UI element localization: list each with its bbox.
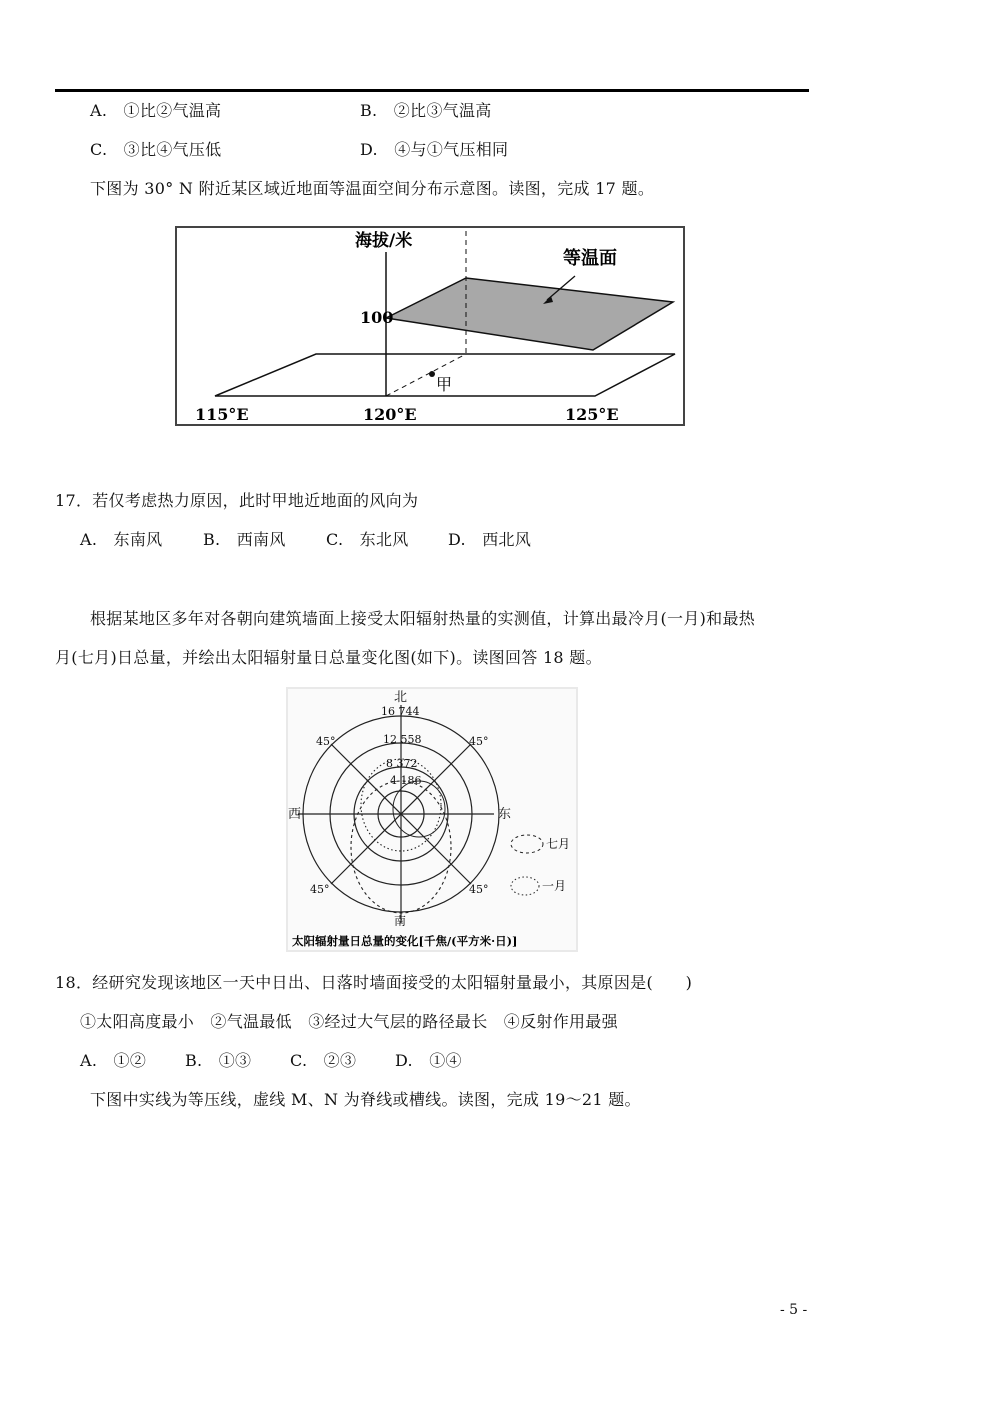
- q16-option-d: D. ④与①气压相同: [360, 140, 509, 159]
- lon-115-label: 115°E: [195, 405, 249, 424]
- q17-option-a: A. 东南风: [80, 530, 163, 549]
- ring-value-4: 4 186: [390, 774, 422, 787]
- solar-radiation-diagram: [286, 687, 578, 952]
- north-label: 北: [394, 690, 408, 705]
- isotherm-diagram: [175, 226, 686, 428]
- diagram-caption: 太阳辐射量日总量的变化[千焦/(平方米·日)]: [292, 934, 518, 948]
- intro-18-line2: 月(七月)日总量，并绘出太阳辐射量日总量变化图(如下)。读图回答 18 题。: [55, 648, 602, 667]
- legend-july-label: 七月: [546, 837, 571, 851]
- q16-option-b: B. ②比③气温高: [360, 101, 492, 120]
- height-100-label: 100: [360, 308, 394, 327]
- diagram-panel: [288, 689, 576, 950]
- q17-option-c: C. 东北风: [326, 530, 409, 549]
- angle-sw: 45°: [310, 883, 330, 896]
- q18-stem: 18．经研究发现该地区一天中日出、日落时墙面接受的太阳辐射量最小，其原因是( ): [55, 973, 693, 992]
- point-jia-label: 甲: [436, 375, 453, 394]
- point-jia: [429, 371, 435, 377]
- q18-option-d: D. ①④: [395, 1051, 462, 1070]
- lon-120-label: 120°E: [363, 405, 417, 424]
- angle-ne: 45°: [469, 735, 489, 748]
- angle-nw: 45°: [316, 735, 336, 748]
- ring-value-2: 12 558: [383, 733, 422, 746]
- ring-value-3: 8 372: [386, 757, 418, 770]
- south-label: 南: [394, 914, 407, 928]
- angle-se: 45°: [469, 883, 489, 896]
- intro-19-21: 下图中实线为等压线，虚线 M、N 为脊线或槽线。读图，完成 19～21 题。: [90, 1090, 641, 1109]
- altitude-label: 海拔/米: [355, 231, 413, 251]
- q18-option-b: B. ①③: [185, 1051, 252, 1070]
- legend-january-label: 一月: [542, 879, 567, 893]
- ring-value-1: 16 744: [381, 705, 420, 718]
- intro-18-line1: 根据某地区多年对各朝向建筑墙面上接受太阳辐射热量的实测值，计算出最冷月(一月)和最热: [90, 609, 756, 628]
- q17-stem: 17．若仅考虑热力原因，此时甲地近地面的风向为: [55, 491, 419, 510]
- west-label: 西: [288, 807, 302, 822]
- top-rule: [55, 89, 809, 92]
- q18-reasons: ①太阳高度最小 ②气温最低 ③经过大气层的路径最长 ④反射作用最强: [80, 1012, 618, 1031]
- q16-option-c: C. ③比④气压低: [90, 140, 222, 159]
- lon-125-label: 125°E: [565, 405, 619, 424]
- q17-option-b: B. 西南风: [203, 530, 286, 549]
- q18-option-c: C. ②③: [290, 1051, 357, 1070]
- east-label: 东: [498, 807, 512, 822]
- intro-17: 下图为 30° N 附近某区域近地面等温面空间分布示意图。读图，完成 17 题。: [90, 179, 655, 198]
- q17-option-d: D. 西北风: [448, 530, 532, 549]
- q16-option-a: A. ①比②气温高: [90, 101, 222, 120]
- q18-option-a: A. ①②: [80, 1051, 147, 1070]
- page-number: - 5 -: [780, 1302, 808, 1318]
- surface-label: 等温面: [563, 248, 617, 269]
